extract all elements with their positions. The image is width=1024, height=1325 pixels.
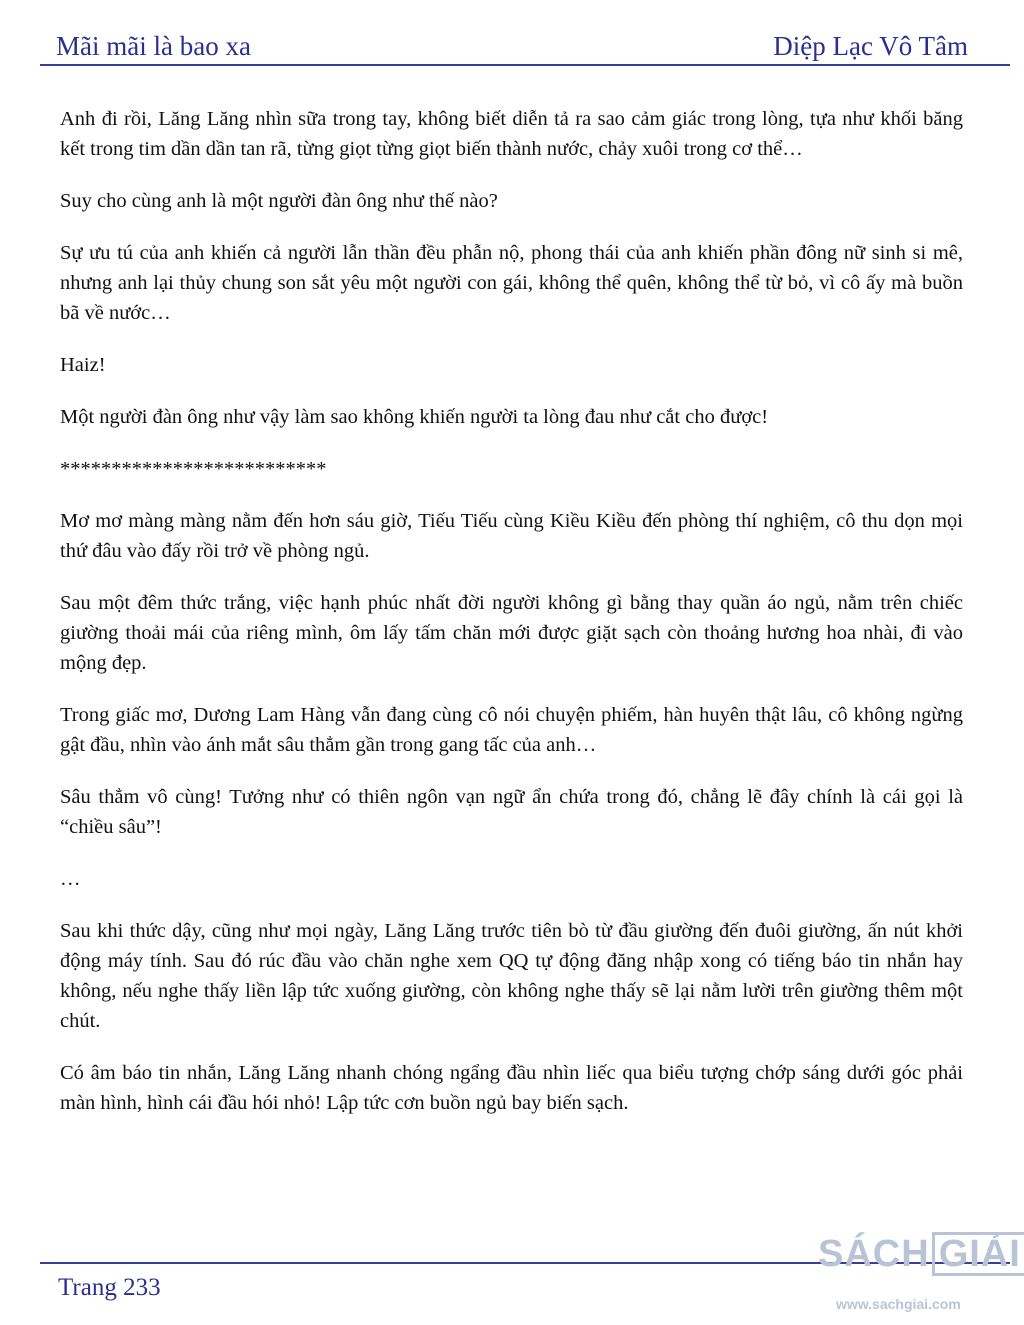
page-body: [60, 104, 963, 1140]
paragraph: Sau một đêm thức trắng, việc hạnh phúc nhất đời người không gì bằng thay quần áo ngủ, nằm trên chiếc giường thoải mái của riêng mình, ôm lấy tấm chăn mới được giặt sạch còn thoảng hương hoa nhài, đi vào mộng đẹp.: [60, 592, 963, 674]
author-name: Diệp Lạc Vô Tâm: [773, 31, 968, 61]
watermark: [818, 1232, 1024, 1322]
paragraph: Sự ưu tú của anh khiến cả người lẫn thần đều phẫn nộ, phong thái của anh khiến phần đông nữ sinh si mê, nhưng anh lại thủy chung son sắt yêu một người con gái, không thể quên, không thể từ bỏ, vì cô ấy mà buồn bã về nước…: [60, 242, 963, 324]
paragraph: Sâu thẳm vô cùng! Tưởng như có thiên ngôn vạn ngữ ẩn chứa trong đó, chẳng lẽ đây chính là cái gọi là “chiều sâu”!: [60, 786, 963, 838]
watermark-logo-left: SÁCH: [818, 1233, 930, 1275]
paragraph: Sau khi thức dậy, cũng như mọi ngày, Lăng Lăng trước tiên bò từ đầu giường đến đuôi giường, ấn nút khởi động máy tính. Sau đó rúc đầu vào chăn nghe xem QQ tự động đăng nhập xong có tiếng báo tin nhắn hay không, nếu nghe thấy liền lập tức xuống giường, còn không nghe thấy sẽ lại nằm lười trên giường thêm một chút.: [60, 920, 963, 1032]
scene-break: **************************: [60, 458, 327, 480]
header-divider: [40, 64, 1010, 66]
book-title: Mãi mãi là bao xa: [56, 31, 251, 61]
paragraph: Anh đi rồi, Lăng Lăng nhìn sữa trong tay, không biết diễn tả ra sao cảm giác trong lòng, tựa như khối băng kết trong tim dần dần tan rã, từng giọt từng giọt biến thành nước, chảy xuôi trong cơ thể…: [60, 108, 963, 160]
paragraph: Haiz!: [60, 354, 106, 376]
paragraph: Mơ mơ màng màng nằm đến hơn sáu giờ, Tiếu Tiếu cùng Kiều Kiều đến phòng thí nghiệm, cô thu dọn mọi thứ đâu vào đấy rồi trở về phòng ngủ.: [60, 510, 963, 562]
paragraph: Một người đàn ông như vậy làm sao không khiến người ta lòng đau như cắt cho được!: [60, 406, 769, 428]
paragraph: Có âm báo tin nhắn, Lăng Lăng nhanh chóng ngẩng đầu nhìn liếc qua biểu tượng chớp sáng dưới góc phải màn hình, hình cái đầu hói nhỏ! Lập tức cơn buồn ngủ bay biến sạch.: [60, 1062, 963, 1114]
watermark-logo: [818, 1232, 1024, 1276]
paragraph: Trong giấc mơ, Dương Lam Hàng vẫn đang cùng cô nói chuyện phiếm, hàn huyên thật lâu, cô không ngừng gật đầu, nhìn vào ánh mắt sâu thẳm gần trong gang tấc của anh…: [60, 704, 963, 756]
page-header: [56, 26, 968, 62]
watermark-url: www.sachgiai.com: [836, 1296, 961, 1312]
watermark-logo-right: GIẢI: [932, 1232, 1024, 1276]
paragraph: Suy cho cùng anh là một người đàn ông như thế nào?: [60, 190, 498, 212]
ellipsis-break: …: [60, 868, 81, 890]
page-number: Trang 233: [58, 1274, 161, 1301]
